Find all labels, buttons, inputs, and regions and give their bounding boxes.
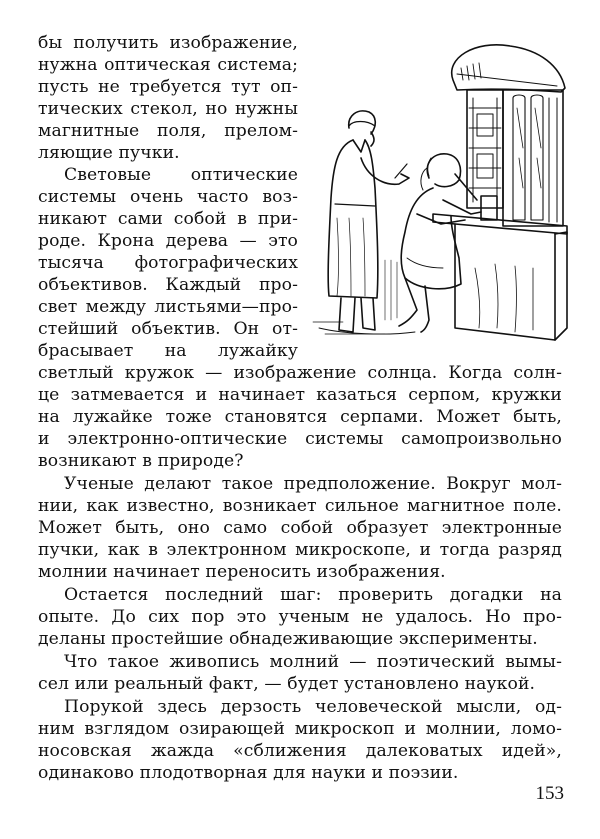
text-line: тысяча фотографических (38, 253, 298, 273)
paragraph-start: Порукой здесь дерзость человеческой мысли, од- (64, 697, 562, 717)
text-line: носовская жажда «сближения далековатых идей», (38, 741, 562, 761)
text-line: ним взглядом озирающей микроскоп и молнии, ломо- (38, 719, 562, 739)
text-line: нужна оптическая система; (38, 55, 298, 75)
text-line: никают сами собой в при- (38, 209, 298, 229)
paragraph-start: Ученые делают такое предположение. Вокруг мол- (64, 474, 562, 494)
text-line: возникают в природе? (38, 451, 244, 471)
text-line: брасывает на лужайку (38, 341, 298, 361)
text-line: бы получить изображение, (38, 33, 298, 53)
text-line: пучки, как в электронном микроскопе, и тогда разряд (38, 540, 562, 560)
text-line: Может быть, оно само собой образует электронные (38, 518, 562, 538)
text-line: одинаково плодотворная для науки и поэзии. (38, 763, 459, 783)
paragraph-start: Остается последний шаг: проверить догадки на (64, 585, 562, 605)
text-line: деланы простейшие обнадеживающие эксперименты. (38, 629, 538, 649)
text-line: светлый кружок — изображение солнца. Когда солн- (38, 363, 562, 383)
page-number: 153 (535, 783, 564, 804)
text-line: системы очень часто воз- (38, 187, 298, 207)
paragraph-start: Что такое живопись молний — поэтический вымы- (64, 652, 562, 672)
text-line: нии, как известно, возникает сильное магнитное поле. (38, 496, 562, 516)
text-line: на лужайке тоже становятся серпами. Может быть, (38, 407, 562, 427)
text-line: молнии начинает переносить изображения. (38, 562, 446, 582)
text-line: роде. Крона дерева — это (38, 231, 298, 251)
text-line: опыте. До сих пор это ученым не удалось. Но про- (38, 607, 562, 627)
text-line: це затмевается и начинает казаться серпом, кружки (38, 385, 562, 405)
text-line: магнитные поля, прелом- (38, 121, 298, 141)
text-line: ляющие пучки. (38, 143, 180, 163)
text-line: объективов. Каждый про- (38, 275, 298, 295)
text-line: сел или реальный факт, — будет установлено наукой. (38, 674, 536, 694)
text-line: тических стекол, но нужны (38, 99, 298, 119)
paragraph-start: Световые оптические (64, 165, 298, 185)
microscope-illustration (305, 28, 575, 346)
text-line: пусть не требуется тут оп- (38, 77, 298, 97)
text-line: свет между листьями—про- (38, 297, 298, 317)
text-line: стейший объектив. Он от- (38, 319, 298, 339)
text-line: и электронно-оптические системы самопроизвольно (38, 429, 562, 449)
